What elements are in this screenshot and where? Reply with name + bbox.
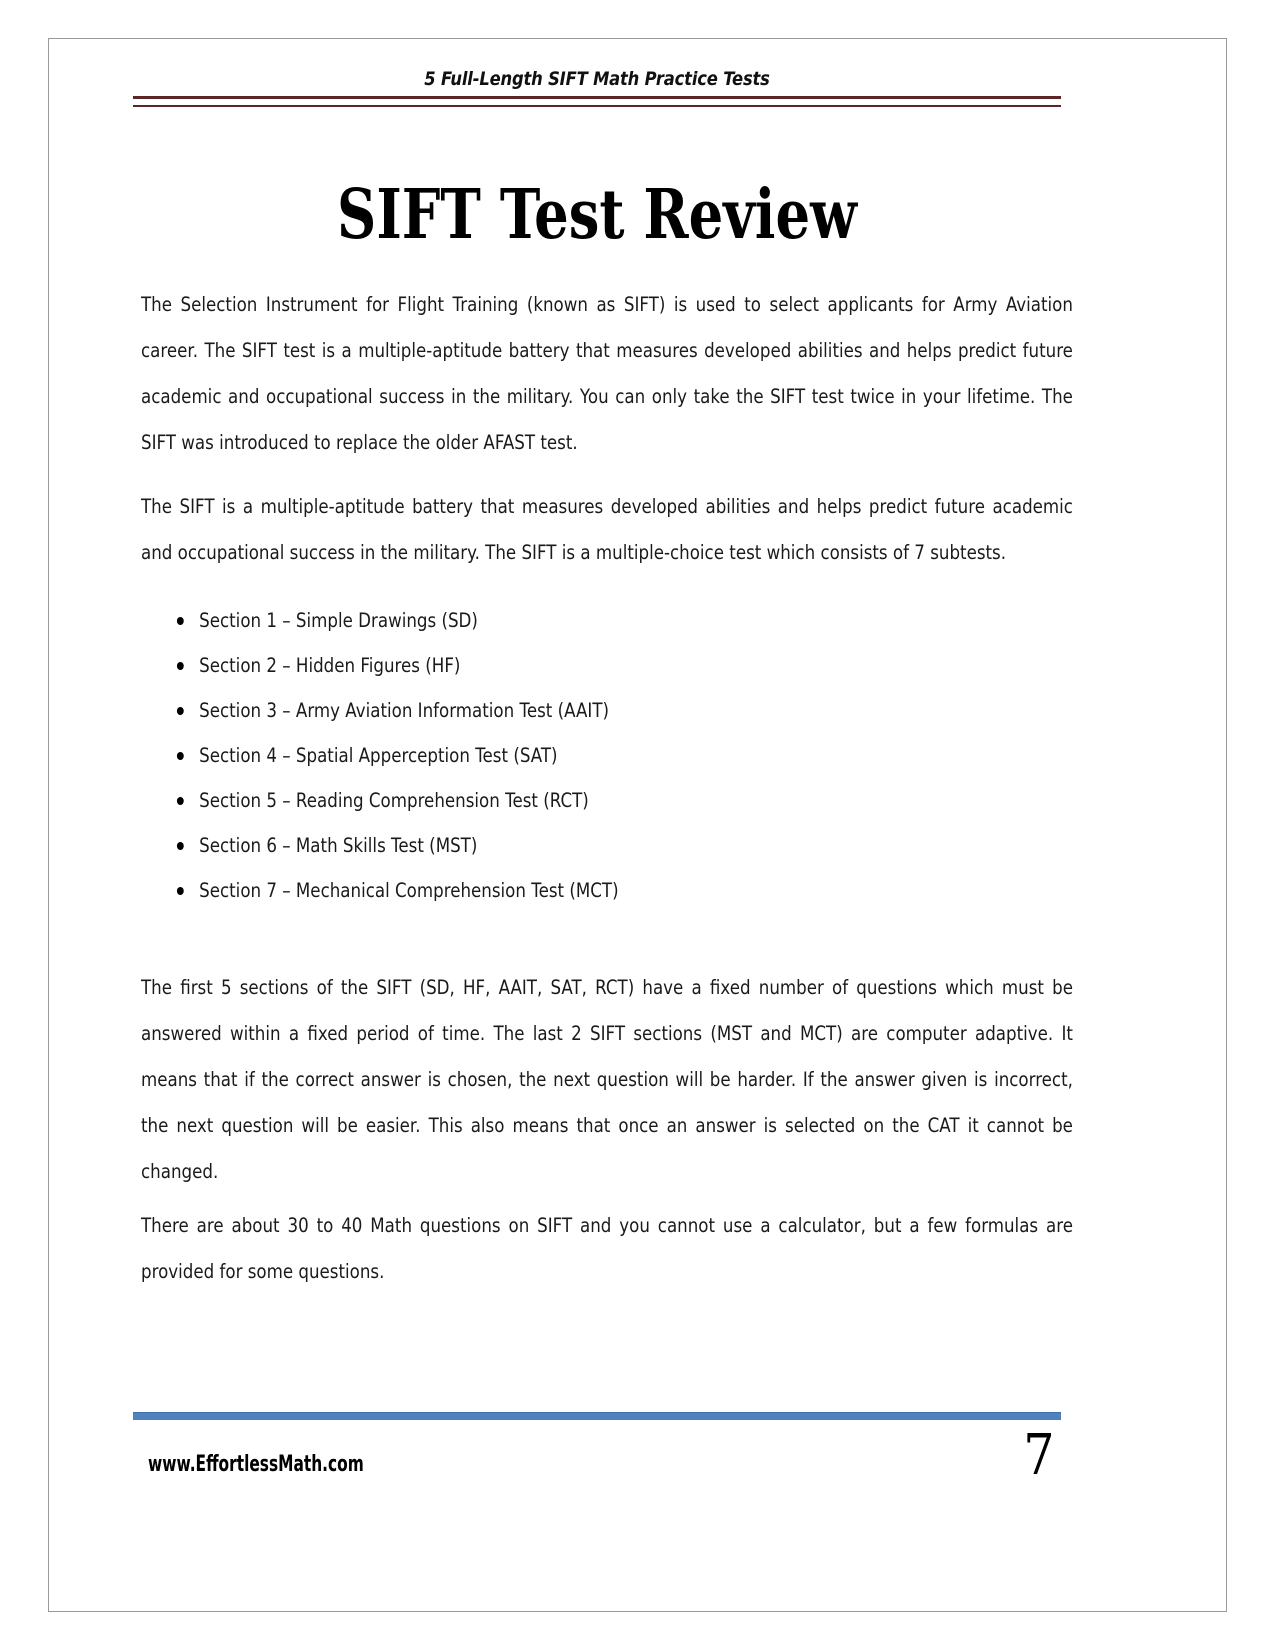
- bullet-dot-icon: [177, 887, 184, 895]
- bullet-dot-icon: [177, 662, 184, 670]
- list-item-label: Section 4 – Spatial Apperception Test (SAT): [199, 744, 558, 767]
- list-item-label: Section 7 – Mechanical Comprehension Test (MCT): [199, 879, 619, 902]
- bullet-dot-icon: [177, 752, 184, 760]
- page-footer: [133, 1423, 1061, 1502]
- list-item: [141, 823, 938, 868]
- sections-bullet-list: [141, 598, 1073, 913]
- list-item-label: Section 2 – Hidden Figures (HF): [199, 654, 461, 677]
- footer-divider-rule: [133, 1412, 1061, 1420]
- list-item: [141, 733, 938, 778]
- list-item-label: Section 3 – Army Aviation Information Test (AAIT): [199, 699, 610, 722]
- subtests-intro-paragraph: The SIFT is a multiple-aptitude battery that measures developed abilities and helps predict future academic and occupational success in the military. The SIFT is a multiple-choice test which consists of 7 subtests.: [141, 495, 1073, 564]
- bullet-dot-icon: [177, 617, 184, 625]
- intro-paragraph: The Selection Instrument for Flight Training (known as SIFT) is used to select applicants for Army Aviation career. The SIFT test is a multiple-aptitude battery that measures developed abilities and helps predict future academic and occupational success in the military. You can only take the SIFT test twice in your lifetime. The SIFT was introduced to replace the older AFAST test.: [141, 293, 1073, 454]
- list-item-label: Section 6 – Math Skills Test (MST): [199, 834, 478, 857]
- list-item: [141, 688, 938, 733]
- list-item-label: Section 5 – Reading Comprehension Test (RCT): [199, 789, 589, 812]
- list-item-label: Section 1 – Simple Drawings (SD): [199, 609, 478, 632]
- page-header: [133, 68, 1061, 107]
- bullet-dot-icon: [177, 707, 184, 715]
- list-item: [141, 868, 938, 913]
- list-item: [141, 598, 938, 643]
- bullet-dot-icon: [177, 842, 184, 850]
- document-body: [141, 282, 1073, 1295]
- section-spacer: [141, 913, 1073, 965]
- list-item: [141, 778, 938, 823]
- bullet-dot-icon: [177, 797, 184, 805]
- math-questions-paragraph: There are about 30 to 40 Math questions on SIFT and you cannot use a calculator, but a few formulas are provided for some questions.: [141, 1214, 1073, 1283]
- footer-website-link[interactable]: www.EffortlessMath.com: [148, 1452, 364, 1477]
- page-number: 7: [1023, 1423, 1055, 1488]
- header-divider-rule: [133, 96, 1061, 107]
- adaptive-testing-paragraph: The first 5 sections of the SIFT (SD, HF, AAIT, SAT, RCT) have a fixed number of questions which must be answered within a fixed period of time. The last 2 SIFT sections (MST and MCT) are computer adaptive. It means that if the correct answer is chosen, the next question will be harder. If the answer given is incorrect, the next question will be easier. This also means that once an answer is selected on the CAT it cannot be changed.: [141, 976, 1073, 1183]
- list-item: [141, 643, 938, 688]
- page-title: SIFT Test Review: [337, 174, 857, 255]
- running-header-title: 5 Full-Length SIFT Math Practice Tests: [424, 68, 770, 90]
- paragraph-spacer: [141, 474, 1073, 484]
